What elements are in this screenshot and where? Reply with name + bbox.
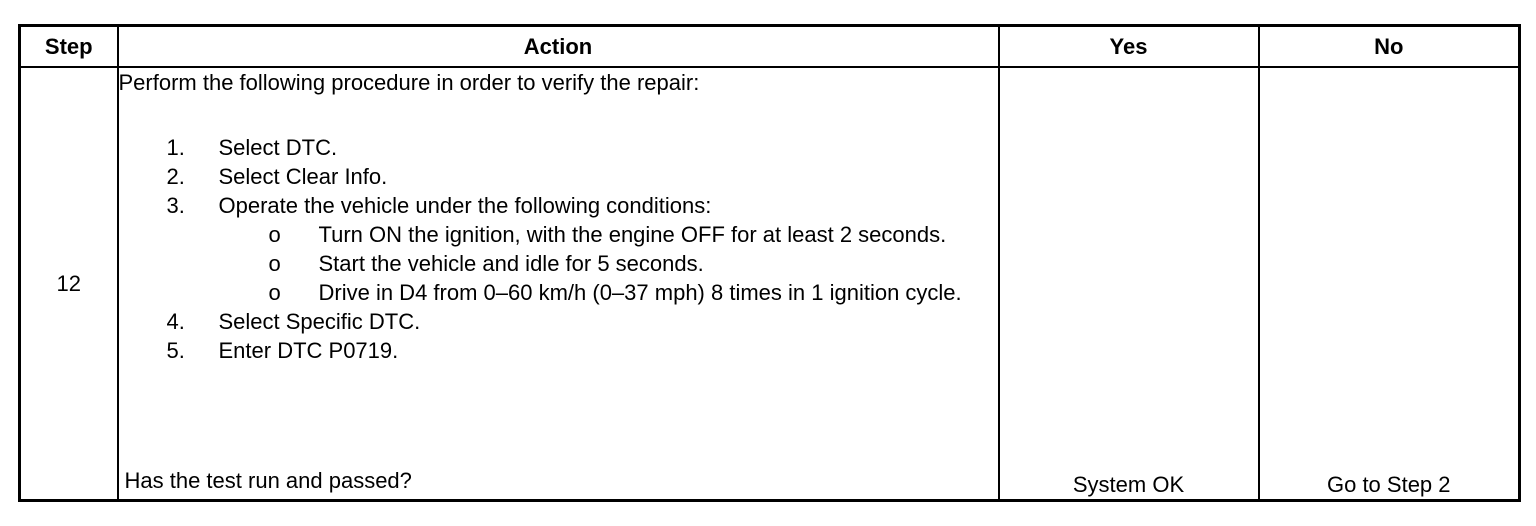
table-header-row (20, 26, 1520, 68)
step-item-number: 3. (166, 193, 185, 218)
step-column-header: Step (20, 26, 118, 68)
table-row (20, 67, 1520, 501)
step-item-text: Select Specific DTC. (218, 309, 421, 334)
condition-text: Drive in D4 from 0–60 km/h (0–37 mph) 8 times in 1 ignition cycle. (318, 280, 962, 305)
procedure-intro: Perform the following procedure in order to verify the repair: (118, 70, 700, 95)
list-item (219, 278, 998, 307)
step-item-text: Select DTC. (218, 135, 338, 160)
procedure-steps-list (119, 133, 998, 365)
list-item (219, 249, 998, 278)
conditions-list (219, 220, 998, 307)
condition-text: Turn ON the ignition, with the engine OFF for at least 2 seconds. (318, 222, 947, 247)
condition-text: Start the vehicle and idle for 5 seconds. (318, 251, 704, 276)
step-item-number: 2. (166, 164, 185, 189)
step-item-number: 5. (166, 338, 185, 363)
no-result: Go to Step 2 (1259, 67, 1520, 501)
list-item (119, 191, 998, 307)
list-item (119, 307, 998, 336)
action-cell (118, 67, 999, 501)
step-item-number: 4. (166, 309, 185, 334)
list-item (219, 220, 998, 249)
step-item-text: Select Clear Info. (218, 164, 388, 189)
step-item-text: Operate the vehicle under the following conditions: (218, 193, 712, 218)
bullet-marker: o (268, 251, 281, 276)
list-item (119, 133, 998, 162)
list-item (119, 162, 998, 191)
step-item-text: Enter DTC P0719. (218, 338, 399, 363)
bullet-marker: o (268, 222, 281, 247)
step-item-number: 1. (166, 135, 185, 160)
action-column-header: Action (118, 26, 999, 68)
diagnostic-procedure-table (18, 24, 1521, 502)
yes-result: System OK (999, 67, 1259, 501)
no-column-header: No (1259, 26, 1520, 68)
step-number: 12 (20, 67, 118, 501)
yes-column-header: Yes (999, 26, 1259, 68)
bullet-marker: o (268, 280, 281, 305)
step-item-body (219, 191, 998, 307)
verification-question: Has the test run and passed? (124, 468, 412, 493)
list-item (119, 336, 998, 365)
